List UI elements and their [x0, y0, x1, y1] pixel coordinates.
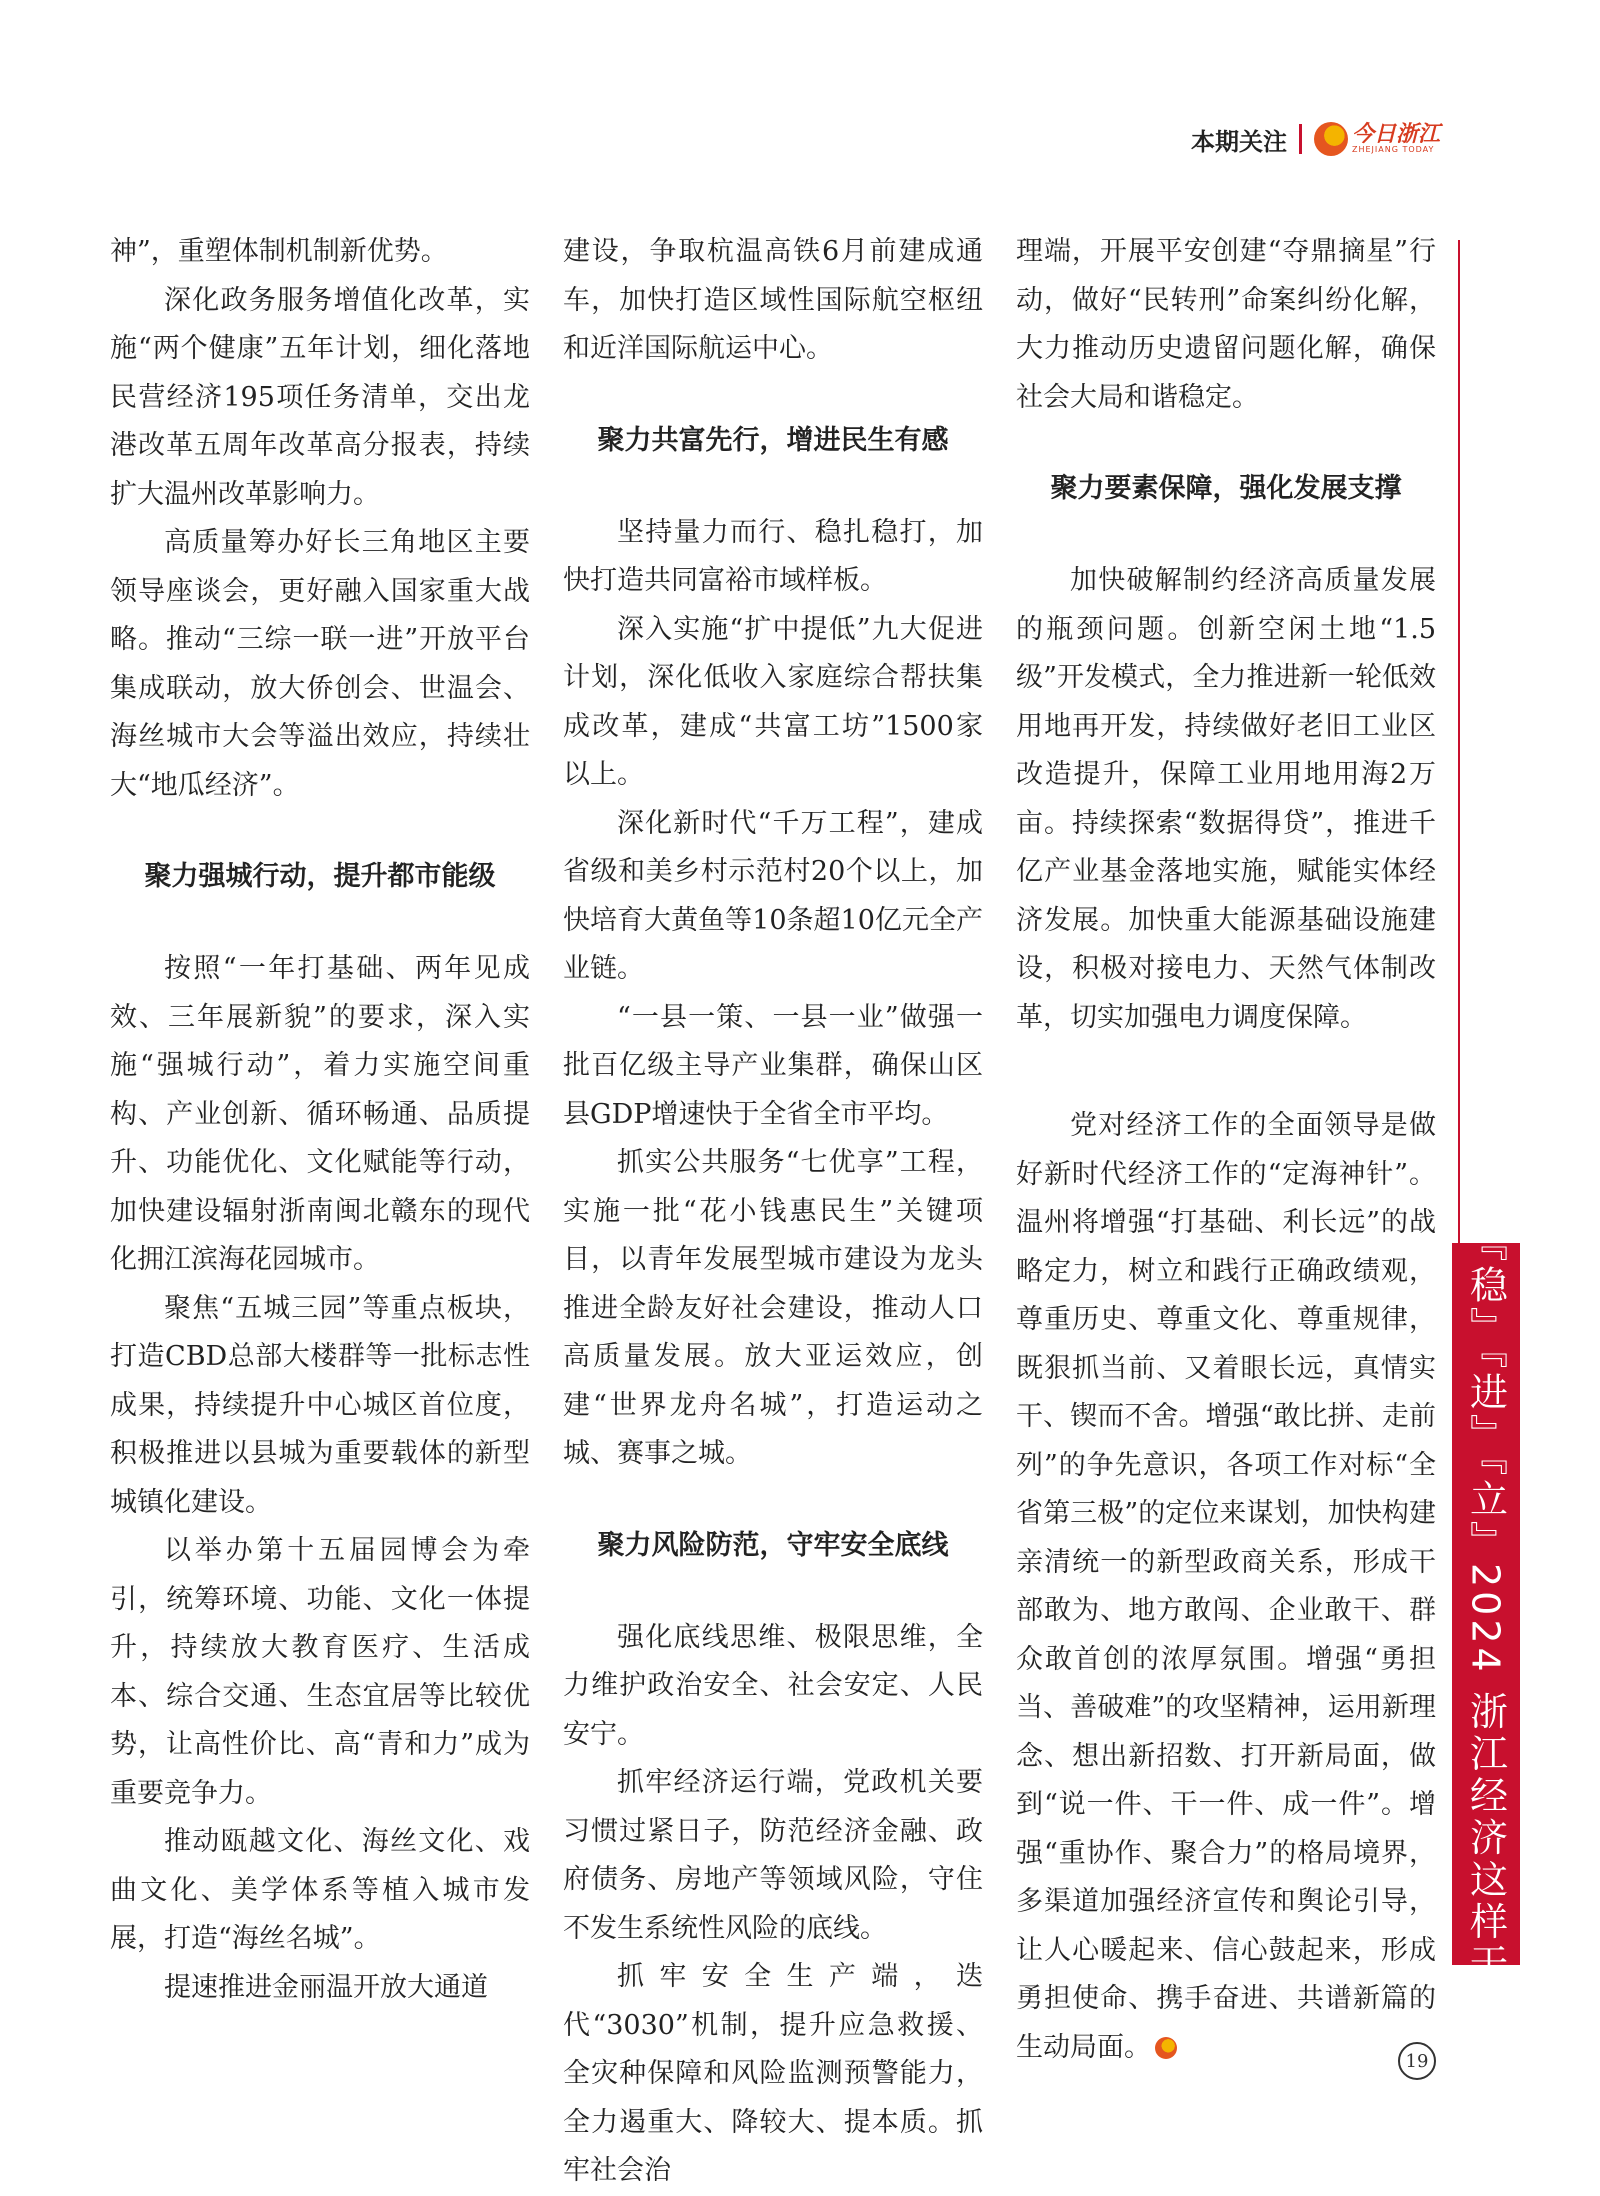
closing-paragraph-text: 党对经济工作的全面领导是做好新时代经济工作的“定海神针”。温州将增强“打基础、利长远”的战略定力，树立和践行正确政绩观，尊重历史、尊重文化、尊重规律，既狠抓当前、又着眼长远，真情实干、锲而不舍。增强“敢比拼、走前列”的争先意识，各项工作对标“全省第三极”的定位来谋划，加快构建亲清统一的新型政商关系，形成干部敢为、地方敢闯、企业敢干、群众敢首创的浓厚氛围。增强“勇担当、善破难”的攻坚精神，运用新理念、想出新招数、打开新局面，做到“说一件、干一件、成一件”。增强“重协作、聚合力”的格局境界，多渠道加强经济宣传和舆论引导，让人心暖起来、信心鼓起来，形成勇担使命、携手奋进、共谱新篇的生动局面。 — [1016, 1110, 1436, 2063]
paragraph: 抓牢安全生产端，迭代“3030”机制，提升应急救援、全灾种保障和风险监测预警能力，全力遏重大、降较大、提本质。抓牢社会治 — [563, 1961, 983, 2186]
logo-icon — [1314, 122, 1348, 156]
section-title: 本期关注 — [1190, 127, 1287, 156]
paragraph: 以举办第十五届园博会为牵引，统筹环境、功能、文化一体提升，持续放大教育医疗、生活成本、综合交通、生态宜居等比较优势，让高性价比、高“青和力”成为重要竞争力。 — [110, 1535, 530, 1809]
paragraph — [1016, 1102, 1436, 2072]
paragraph: 坚持量力而行、稳扎稳打，加快打造共同富裕市域样板。 — [563, 516, 983, 596]
page-header — [1191, 115, 1440, 163]
end-mark-icon — [1155, 2037, 1177, 2059]
paragraph: 高质量筹办好长三角地区主要领导座谈会，更好融入国家重大战略。推动“三综一联一进”开放平台集成联动，放大侨创会、世温会、海丝城市大会等溢出效应，持续壮大“地瓜经济”。 — [110, 527, 530, 801]
paragraph: “一县一策、一县一业”做强一批百亿级主导产业集群，确保山区县GDP增速快于全省全市平均。 — [563, 1001, 983, 1130]
logo-chinese-text: 今日浙江 — [1351, 122, 1440, 147]
article-column-1 — [110, 228, 530, 2012]
paragraph: 深化政务服务增值化改革，实施“两个健康”五年计划，细化落地民营经济195项任务清单，交出龙港改革五周年改革高分报表，持续扩大温州改革影响力。 — [110, 284, 530, 510]
section-heading: 聚力共富先行，增进民生有感 — [597, 424, 949, 456]
paragraph: 深化新时代“千万工程”，建成省级和美乡村示范村20个以上，加快培育大黄鱼等10条超10亿元全产业链。 — [563, 807, 983, 984]
article-column-3 — [1016, 228, 1436, 2072]
paragraph: 理端，开展平安创建“夺鼎摘星”行动，做好“民转刑”命案纠纷化解，大力推动历史遗留问题化解，确保社会大局和谐稳定。 — [1016, 236, 1436, 413]
magazine-logo — [1314, 122, 1440, 156]
paragraph: 按照“一年打基础、两年见成效、三年展新貌”的要求，深入实施“强城行动”，着力实施空间重构、产业创新、循环畅通、品质提升、功能优化、文化赋能等行动，加快建设辐射浙南闽北赣东的现代化拥江滨海花园城市。 — [110, 953, 530, 1275]
section-heading: 聚力强城行动，提升都市能级 — [144, 861, 496, 892]
paragraph: 聚焦“五城三园”等重点板块，打造CBD总部大楼群等一批标志性成果，持续提升中心城区首位度，积极推进以县城为重要载体的新型城镇化建设。 — [110, 1292, 530, 1518]
side-banner-text: 『稳』『进』『立』2024 浙江经济这样干 — [1463, 1222, 1508, 1986]
header-divider — [1299, 124, 1302, 154]
paragraph: 提速推进金丽温开放大通道 — [164, 1971, 488, 2003]
section-heading: 聚力要素保障，强化发展支撑 — [1050, 473, 1402, 504]
paragraph: 深入实施“扩中提低”九大促进计划，深化低收入家庭综合帮扶集成改革，建成“共富工坊”1500家以上。 — [563, 613, 983, 790]
side-banner — [1452, 1222, 1520, 1986]
article-column-2 — [563, 228, 983, 2196]
paragraph: 抓实公共服务“七优享”工程，实施一批“花小钱惠民生”关键项目，以青年发展型城市建设为龙头推进全龄友好社会建设，推动人口高质量发展。放大亚运效应，创建“世界龙舟名城”，打造运动之城、赛事之城。 — [563, 1147, 983, 1469]
paragraph: 强化底线思维、极限思维，全力维护政治安全、社会安定、人民安宁。 — [563, 1621, 983, 1750]
logo-english-text: ZHEJIANG TODAY — [1351, 145, 1435, 154]
paragraph: 建设，争取杭温高铁6月前建成通车，加快打造区域性国际航空枢纽和近洋国际航运中心。 — [563, 236, 983, 364]
paragraph: 抓牢经济运行端，党政机关要习惯过紧日子，防范经济金融、政府债务、房地产等领域风险，守住不发生系统性风险的底线。 — [563, 1767, 983, 1944]
paragraph: 推动瓯越文化、海丝文化、戏曲文化、美学体系等植入城市发展，打造“海丝名城”。 — [110, 1826, 530, 1954]
paragraph: 神”，重塑体制机制新优势。 — [110, 236, 448, 267]
page-number: 19 — [1398, 2042, 1436, 2080]
section-heading: 聚力风险防范，守牢安全底线 — [597, 1529, 949, 1561]
paragraph: 加快破解制约经济高质量发展的瓶颈问题。创新空闲土地“1.5级”开发模式，全力推进新一轮低效用地再开发，持续做好老旧工业区改造提升，保障工业用地用海2万亩。持续探索“数据得贷”，推进千亿产业基金落地实施，赋能实体经济发展。加快重大能源基础设施建设，积极对接电力、天然气体制改革，切实加强电力调度保障。 — [1016, 565, 1436, 1033]
